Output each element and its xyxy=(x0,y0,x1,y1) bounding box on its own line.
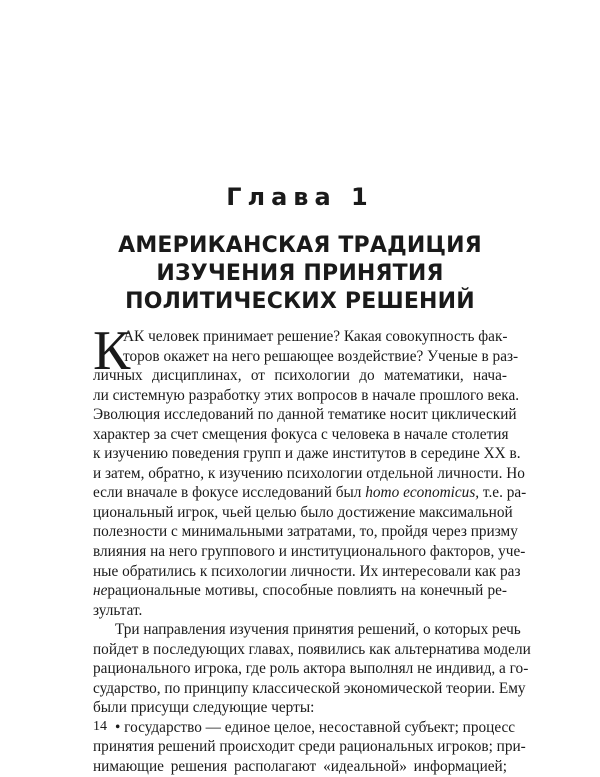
text-line: личных дисциплинах, от психологии до математики, нача- xyxy=(93,367,507,385)
text-line: нимающие решения располагают «идеальной» информацией; xyxy=(93,758,507,776)
text-line: АК человек принимает решение? Какая совокупность фак- xyxy=(123,328,508,345)
chapter-title-line: АМЕРИКАНСКАЯ ТРАДИЦИЯ xyxy=(118,233,482,258)
text-line: Три направления изучения принятия решений, о которых речь xyxy=(115,621,521,639)
text-line: полезности с минимальными затратами, то, пройдя через призму xyxy=(93,523,518,541)
text-line: влияния на него группового и институционального факторов, уче- xyxy=(93,543,526,561)
chapter-title-line: ПОЛИТИЧЕСКИХ РЕШЕНИЙ xyxy=(125,289,475,314)
text-line: рационального игрока, где роль актора выполнял не индивид, а го- xyxy=(93,660,529,678)
text-line: нерациональные мотивы, способные повлиять на конечный ре- xyxy=(93,582,507,600)
italic-term: homo economicus, xyxy=(365,484,480,502)
text-line: пойдет в последующих главах, появились как альтернатива модели xyxy=(93,640,531,658)
body-text xyxy=(93,320,531,777)
text-line: торов окажет на него решающее воздействие? Ученые в раз- xyxy=(123,347,519,365)
text-line: и затем, обратно, к изучению психологии отдельной личности. Но xyxy=(93,464,525,482)
text-line: к изучению поведения групп и даже институтов в середине XX в. xyxy=(93,445,521,463)
text-line: характер за счет смещения фокуса с человека в начале столетия xyxy=(93,425,509,443)
text-line: зультат. xyxy=(93,601,143,619)
text-line: ли системную разработку этих вопросов в начале прошлого века. xyxy=(93,386,520,404)
drop-cap: К xyxy=(93,320,131,382)
text-line: сударство, по принципу классической экономической теории. Ему xyxy=(93,679,526,697)
text-line: циональный игрок, чьей целью было достижение максимальной xyxy=(93,503,513,521)
chapter-title-line: ИЗУЧЕНИЯ ПРИНЯТИЯ xyxy=(156,261,444,286)
text-line: Эволюция исследований по данной тематике носит циклический xyxy=(93,406,517,424)
chapter-label: Глава 1 xyxy=(226,183,374,211)
text-line: были присущи следующие черты: xyxy=(93,699,315,717)
page-number: 14 xyxy=(93,719,107,734)
bullet-line: • государство — единое целое, несоставной субъект; процесс xyxy=(115,718,516,736)
text-line: ные обратились к психологии личности. Их интересовали как раз xyxy=(93,562,521,580)
chapter-title xyxy=(0,232,600,316)
italic-prefix: не xyxy=(93,582,108,600)
text-line: если вначале в фокусе исследований был homo economicus, т.е. ра- xyxy=(93,484,527,502)
text-line: принятия решений происходит среди рациональных игроков; при- xyxy=(93,738,526,756)
